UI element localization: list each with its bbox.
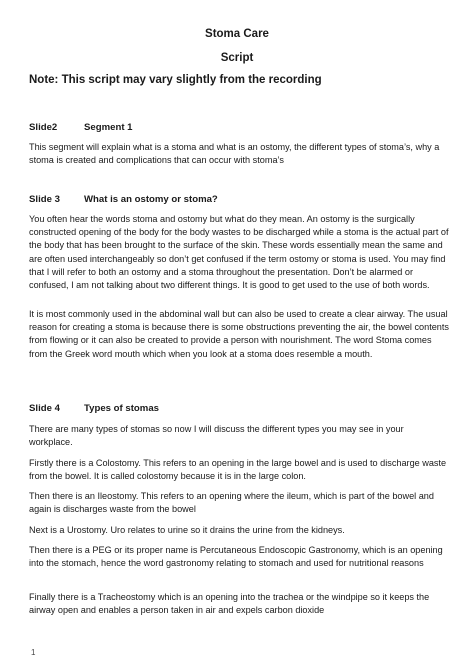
paragraph: Firstly there is a Colostomy. This refers to an opening in the large bowel and is used to discharge waste from the bowel. It is called colostomy because it is in the large colon. bbox=[29, 458, 447, 482]
slide-label: Slide 4 bbox=[29, 403, 60, 414]
section-title: What is an ostomy or stoma? bbox=[84, 194, 218, 205]
paragraph: It is most commonly used in the abdominal wall but can also be used to create a clear airway. The usual reason for creating a stoma is because there is some obstructions preventing the air, the bowel contents from flowing or it can also be created to provide a person with nourishment. The word Stoma comes from the Greek word mouth which when you look at a stoma does resemble a mouth. bbox=[29, 309, 449, 359]
section-heading-slide3 bbox=[29, 194, 218, 205]
section-title: Types of stomas bbox=[84, 403, 159, 414]
paragraph: Then there is an Ileostomy. This refers to an opening where the ileum, which is part of the bowel and again is discharges waste from the bowel bbox=[29, 491, 434, 515]
paragraph: Then there is a PEG or its proper name is Percutaneous Endoscopic Gastronomy, which is an opening into the stomach, hence the word gastronomy relating to stomach and used for nutritional reasons bbox=[29, 545, 443, 569]
slide-label: Slide 3 bbox=[29, 194, 60, 205]
paragraph: Finally there is a Tracheostomy which is an opening into the trachea or the windpipe so it keeps the airway open and enables a person taken in air and expels carbon dioxide bbox=[29, 592, 430, 616]
paragraph: You often hear the words stoma and ostomy but what do they mean. An ostomy is the surgically constructed opening of the body for the body wastes to be discharged while a stoma is the actual part of the body that has been brought to the surface of the skin. These words essentially mean the same and are often used interchangeably so don’t get confused if the term ostomy or stoma is used. You may find that I will refer to both an ostomy and a stoma throughout the presentation. Don’t be alarmed or confused, I am not talking about two different things. It is good to get used to the use of both words. bbox=[29, 214, 449, 291]
section-heading-slide2 bbox=[29, 122, 133, 133]
paragraph: Next is a Urostomy. Uro relates to urine so it drains the urine from the kidneys. bbox=[29, 525, 345, 535]
document-title: Stoma Care bbox=[205, 28, 269, 40]
paragraph: This segment will explain what is a stoma and what is an ostomy, the different types of stoma’s, why a stoma is created and complications that can occur with stoma’s bbox=[29, 142, 440, 166]
page-number: 1 bbox=[31, 648, 36, 657]
document-subtitle: Script bbox=[220, 52, 254, 64]
script-note: Note: This script may vary slightly from the recording bbox=[29, 74, 322, 86]
paragraph: There are many types of stomas so now I will discuss the different types you may see in your workplace. bbox=[29, 424, 404, 448]
slide-label: Slide2 bbox=[29, 122, 58, 133]
section-heading-slide4 bbox=[29, 403, 159, 414]
section-title: Segment 1 bbox=[84, 122, 133, 133]
